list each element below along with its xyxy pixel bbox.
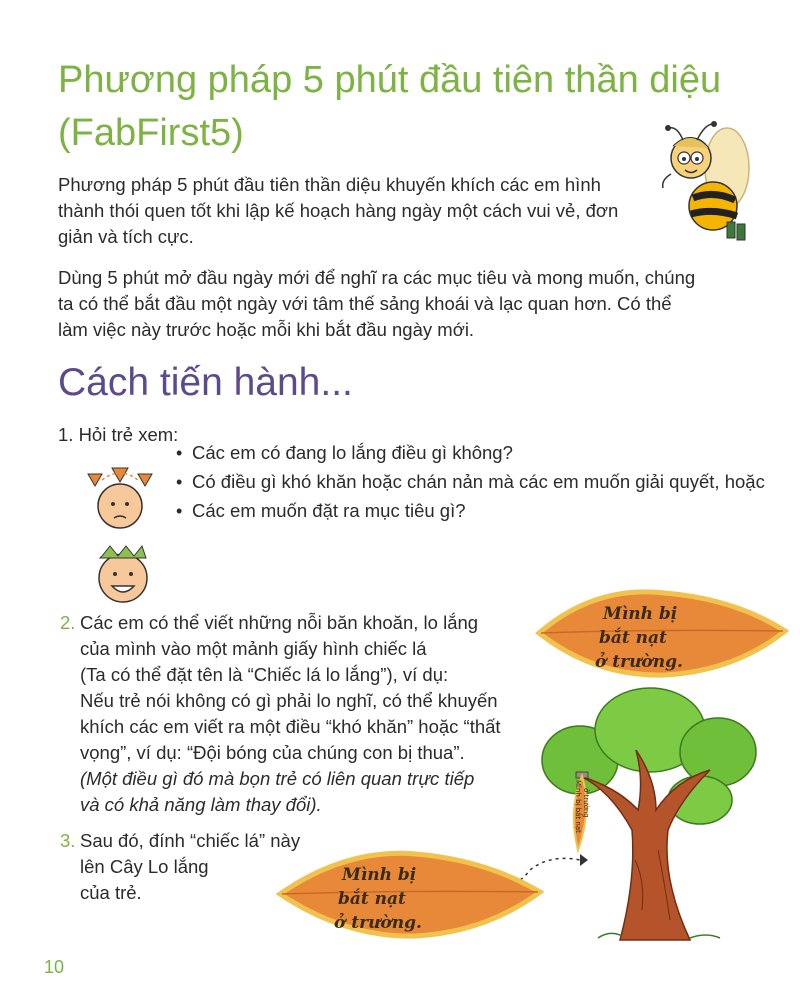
leaf-text-line: ở trường.: [595, 652, 683, 672]
section-heading: Cách tiến hành...: [58, 361, 353, 404]
intro-paragraph-1: Phương pháp 5 phút đầu tiên thần diệu khuyến khích các em hình thành thói quen tốt khi lập kế hoạch hàng ngày một cách vui vẻ, đơn giản và tích cực.: [58, 174, 619, 247]
step-2-number: 2.: [60, 612, 76, 633]
step-2-line: Nếu trẻ nói không có gì phải lo nghĩ, có thể khuyến: [80, 690, 498, 711]
small-leaf-text: ở trường: [582, 788, 590, 818]
happy-face-illustration: [88, 540, 158, 606]
leaf-text-line: Mình bị: [342, 865, 417, 885]
step-3-line: Sau đó, đính “chiếc lá” này: [80, 830, 301, 851]
step-2-line: (Ta có thể đặt tên là “Chiếc lá lo lắng”), ví dụ:: [80, 664, 449, 685]
step-3-number: 3.: [60, 830, 76, 851]
step-2-line: vọng”, ví dụ: “Đội bóng của chúng con bị thua”.: [80, 742, 465, 763]
step-1-label: 1. Hỏi trẻ xem:: [58, 424, 179, 445]
worry-leaf-illustration: [276, 848, 544, 940]
small-leaf-text: Mình bị bắt nạt: [574, 780, 582, 833]
page-number: 10: [44, 957, 65, 977]
worry-tree-illustration: [540, 680, 760, 950]
worry-leaf-illustration: [535, 585, 790, 680]
step-1-bullets: [172, 440, 772, 527]
leaf-text-line: bắt nạt: [338, 889, 406, 909]
step-2-line: của mình vào một mảnh giấy hình chiếc lá: [80, 638, 427, 659]
leaf-text-line: Mình bị: [603, 604, 678, 624]
bullet-item: • Các em muốn đặt ra mục tiêu gì?: [172, 498, 772, 524]
step-3-line: lên Cây Lo lắng: [80, 856, 209, 877]
step-3-line: của trẻ.: [80, 882, 142, 903]
leaf-text-line: ở trường.: [334, 913, 422, 933]
step-2: [60, 610, 540, 818]
worried-face-illustration: [80, 462, 160, 534]
leaf-text-line: bắt nạt: [599, 628, 667, 648]
bee-illustration: [655, 118, 765, 246]
step-2-line: Các em có thể viết những nỗi băn khoăn, lo lắng: [80, 612, 479, 633]
step-2-note-line: (Một điều gì đó mà bọn trẻ có liên quan trực tiếp: [80, 768, 475, 789]
step-2-line: khích các em viết ra một điều “khó khăn” hoặc “thất: [80, 716, 501, 737]
page-title: Phương pháp 5 phút đầu tiên thần diệu (FabFirst5): [58, 59, 722, 154]
intro-paragraph-2: Dùng 5 phút mở đầu ngày mới để nghĩ ra các mục tiêu và mong muốn, chúng ta có thể bắt đầu một ngày với tâm thế sảng khoái và lạc quan hơn. Có thể làm việc này trước hoặc mỗi khi bắt đầu ngày mới.: [58, 267, 696, 340]
bullet-item: • Có điều gì khó khăn hoặc chán nản mà các em muốn giải quyết, hoặc: [172, 469, 772, 495]
bullet-item: • Các em có đang lo lắng điều gì không?: [172, 440, 772, 466]
step-2-note-line: và có khả năng làm thay đổi).: [80, 794, 322, 815]
